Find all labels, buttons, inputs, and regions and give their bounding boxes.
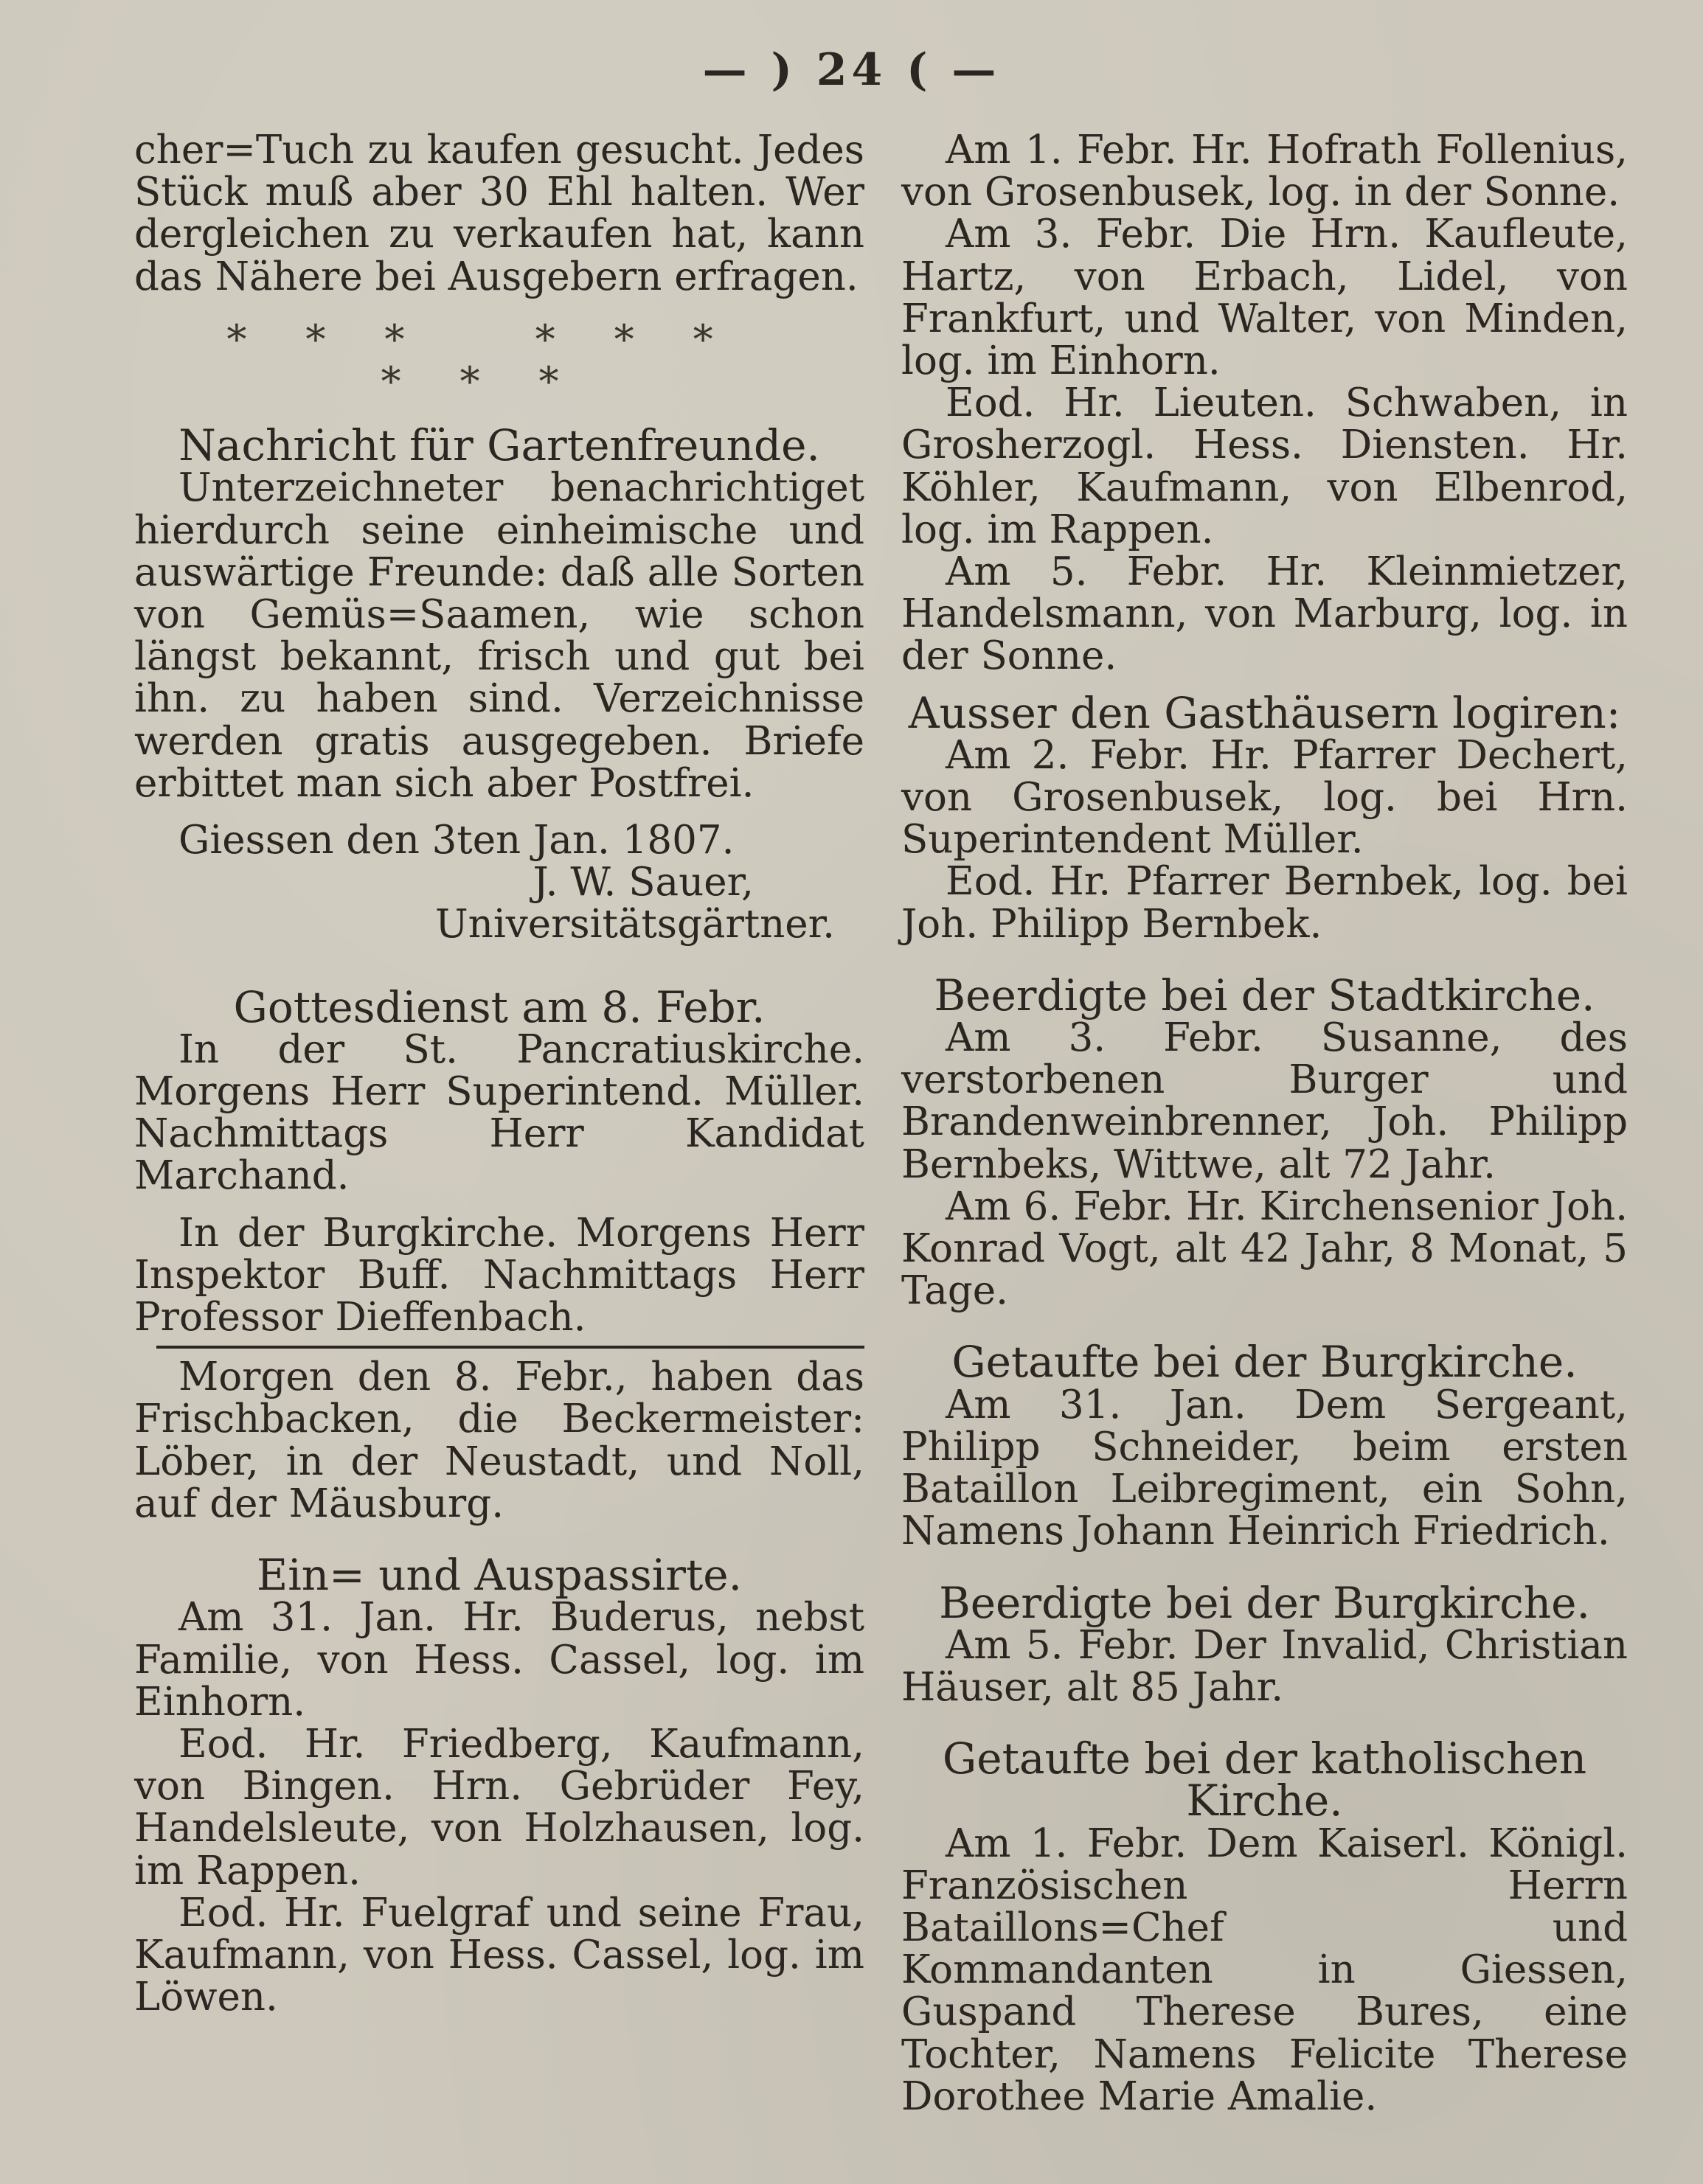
baptisms-castle-heading: Getaufte bei der Burgkirche. — [951, 1337, 1578, 1388]
garden-heading: Nachricht für Gartenfreunde. — [178, 420, 820, 471]
baptisms-castle-section — [901, 1337, 1628, 1554]
arrivals-section — [901, 129, 1628, 678]
travel-paragraph-3: Eod. Hr. Fuelgraf und seine Frau, Kaufmann, von Hess. Cassel, log. im Löwen. — [134, 1890, 864, 2020]
service-heading: Gottesdienst am 8. Febr. — [233, 981, 766, 1032]
baptisms-catholic-heading: Getaufte bei der katholischen Kirche. — [942, 1733, 1587, 1826]
private-lodging-paragraph-1: Am 2. Febr. Hr. Pfarrer Dechert, von Grosenbusek, log. bei Hrn. Superintendent Müller. — [901, 732, 1628, 863]
burials-castle-heading: Beerdigte bei der Burgkirche. — [939, 1577, 1590, 1628]
left-column — [134, 129, 864, 2018]
page-number: — ) 24 ( — — [702, 44, 1001, 96]
garden-text: Unterzeichneter benachrichtiget hierdurch seine einheimische und auswärtige Freunde: daß alle Sorten von Gemüs=Saamen, wie schon längst bekannt, frisch und gut bei ihn. zu haben sind. Verzeichnisse werden gratis ausgegeben. Briefe erbittet man sich aber Postfrei. — [134, 465, 864, 806]
burials-city-paragraph-2: Am 6. Febr. Hr. Kirchensenior Joh. Konrad Vogt, alt 42 Jahr, 8 Monat, 5 Tage. — [901, 1183, 1628, 1314]
travel-paragraph-1: Am 31. Jan. Hr. Buderus, nebst Familie, von Hess. Cassel, log. im Einhorn. — [134, 1595, 864, 1725]
arrivals-paragraph-2: Am 3. Febr. Die Hrn. Kaufleute, Hartz, von Erbach, Lidel, von Frankfurt, und Walter, von Minden, log. im Einhorn. — [901, 212, 1628, 384]
travel-section — [134, 1550, 864, 2020]
garden-date: Giessen den 3ten Jan. 1807. — [178, 818, 735, 863]
arrivals-paragraph-4: Am 5. Febr. Hr. Kleinmietzer, Handelsmann, von Marburg, log. in der Sonne. — [901, 549, 1628, 679]
travel-paragraph-2: Eod. Hr. Friedberg, Kaufmann, von Bingen. Hrn. Gebrüder Fey, Handelsleute, von Holzhausen, log. im Rappen. — [134, 1721, 864, 1893]
section-divider — [156, 1346, 864, 1349]
opening-notice: cher=Tuch zu kaufen gesucht. Jedes Stück muß aber 30 Ehl halten. Wer dergleichen zu verkaufen hat, kann das Nähere bei Ausgebern erfragen. — [134, 128, 864, 299]
arrivals-paragraph-1: Am 1. Febr. Hr. Hofrath Follenius, von Grosenbusek, log. in der Sonne. — [901, 128, 1628, 215]
garden-signer: J. W. Sauer, — [533, 860, 754, 905]
burials-city-paragraph-1: Am 3. Febr. Susanne, des verstorbenen Burger und Brandenweinbrenner, Joh. Philipp Bernbeks, Wittwe, alt 72 Jahr. — [901, 1015, 1628, 1187]
arrivals-paragraph-3: Eod. Hr. Lieuten. Schwaben, in Grosherzogl. Hess. Diensten. Hr. Köhler, Kaufmann, von Elbenrod, log. im Rappen. — [901, 380, 1628, 552]
garden-notice — [134, 420, 864, 947]
service-paragraph-1: In der St. Pancratiuskirche. Morgens Herr Superintend. Müller. Nachmittags Herr Kandidat Marchand. — [134, 1026, 864, 1199]
right-column — [901, 129, 1628, 2118]
baptisms-castle-paragraph-1: Am 31. Jan. Dem Sergeant, Philipp Schneider, beim ersten Bataillon Leibregiment, ein Sohn, Namens Johann Heinrich Friedrich. — [901, 1382, 1628, 1554]
private-lodging-paragraph-2: Eod. Hr. Pfarrer Bernbek, log. bei Joh. Philipp Bernbek. — [901, 859, 1628, 947]
baptisms-catholic-paragraph-1: Am 1. Febr. Dem Kaiserl. Königl. Französischen Herrn Bataillons=Chef und Kommandanten in Giessen, Guspand Therese Bures, eine Tochter, Namens Felicite Therese Dorothee Marie Amalie. — [901, 1820, 1628, 2119]
burials-castle-section — [901, 1577, 1628, 1710]
burials-city-section — [901, 970, 1628, 1314]
private-lodging-section — [901, 687, 1628, 947]
burials-city-heading: Beerdigte bei der Stadtkirche. — [934, 970, 1595, 1020]
baptisms-catholic-section — [901, 1733, 1628, 2119]
private-lodging-heading: Ausser den Gasthäusern logiren: — [908, 687, 1621, 738]
section-ornament: *** *** *** — [226, 316, 772, 406]
bakers-notice: Morgen den 8. Febr., haben das Frischbacken, die Beckermeister: Löber, in der Neustadt, und Noll, auf der Mäusburg. — [134, 1354, 864, 1526]
service-section — [134, 981, 864, 1340]
travel-heading: Ein= und Auspassirte. — [256, 1550, 743, 1601]
service-paragraph-2: In der Burgkirche. Morgens Herr Inspektor Buff. Nachmittags Herr Professor Dieffenbach. — [134, 1210, 864, 1340]
garden-signer-title: Universitätsgärtner. — [435, 902, 835, 947]
burials-castle-paragraph-1: Am 5. Febr. Der Invalid, Christian Häuser, alt 85 Jahr. — [901, 1622, 1628, 1710]
